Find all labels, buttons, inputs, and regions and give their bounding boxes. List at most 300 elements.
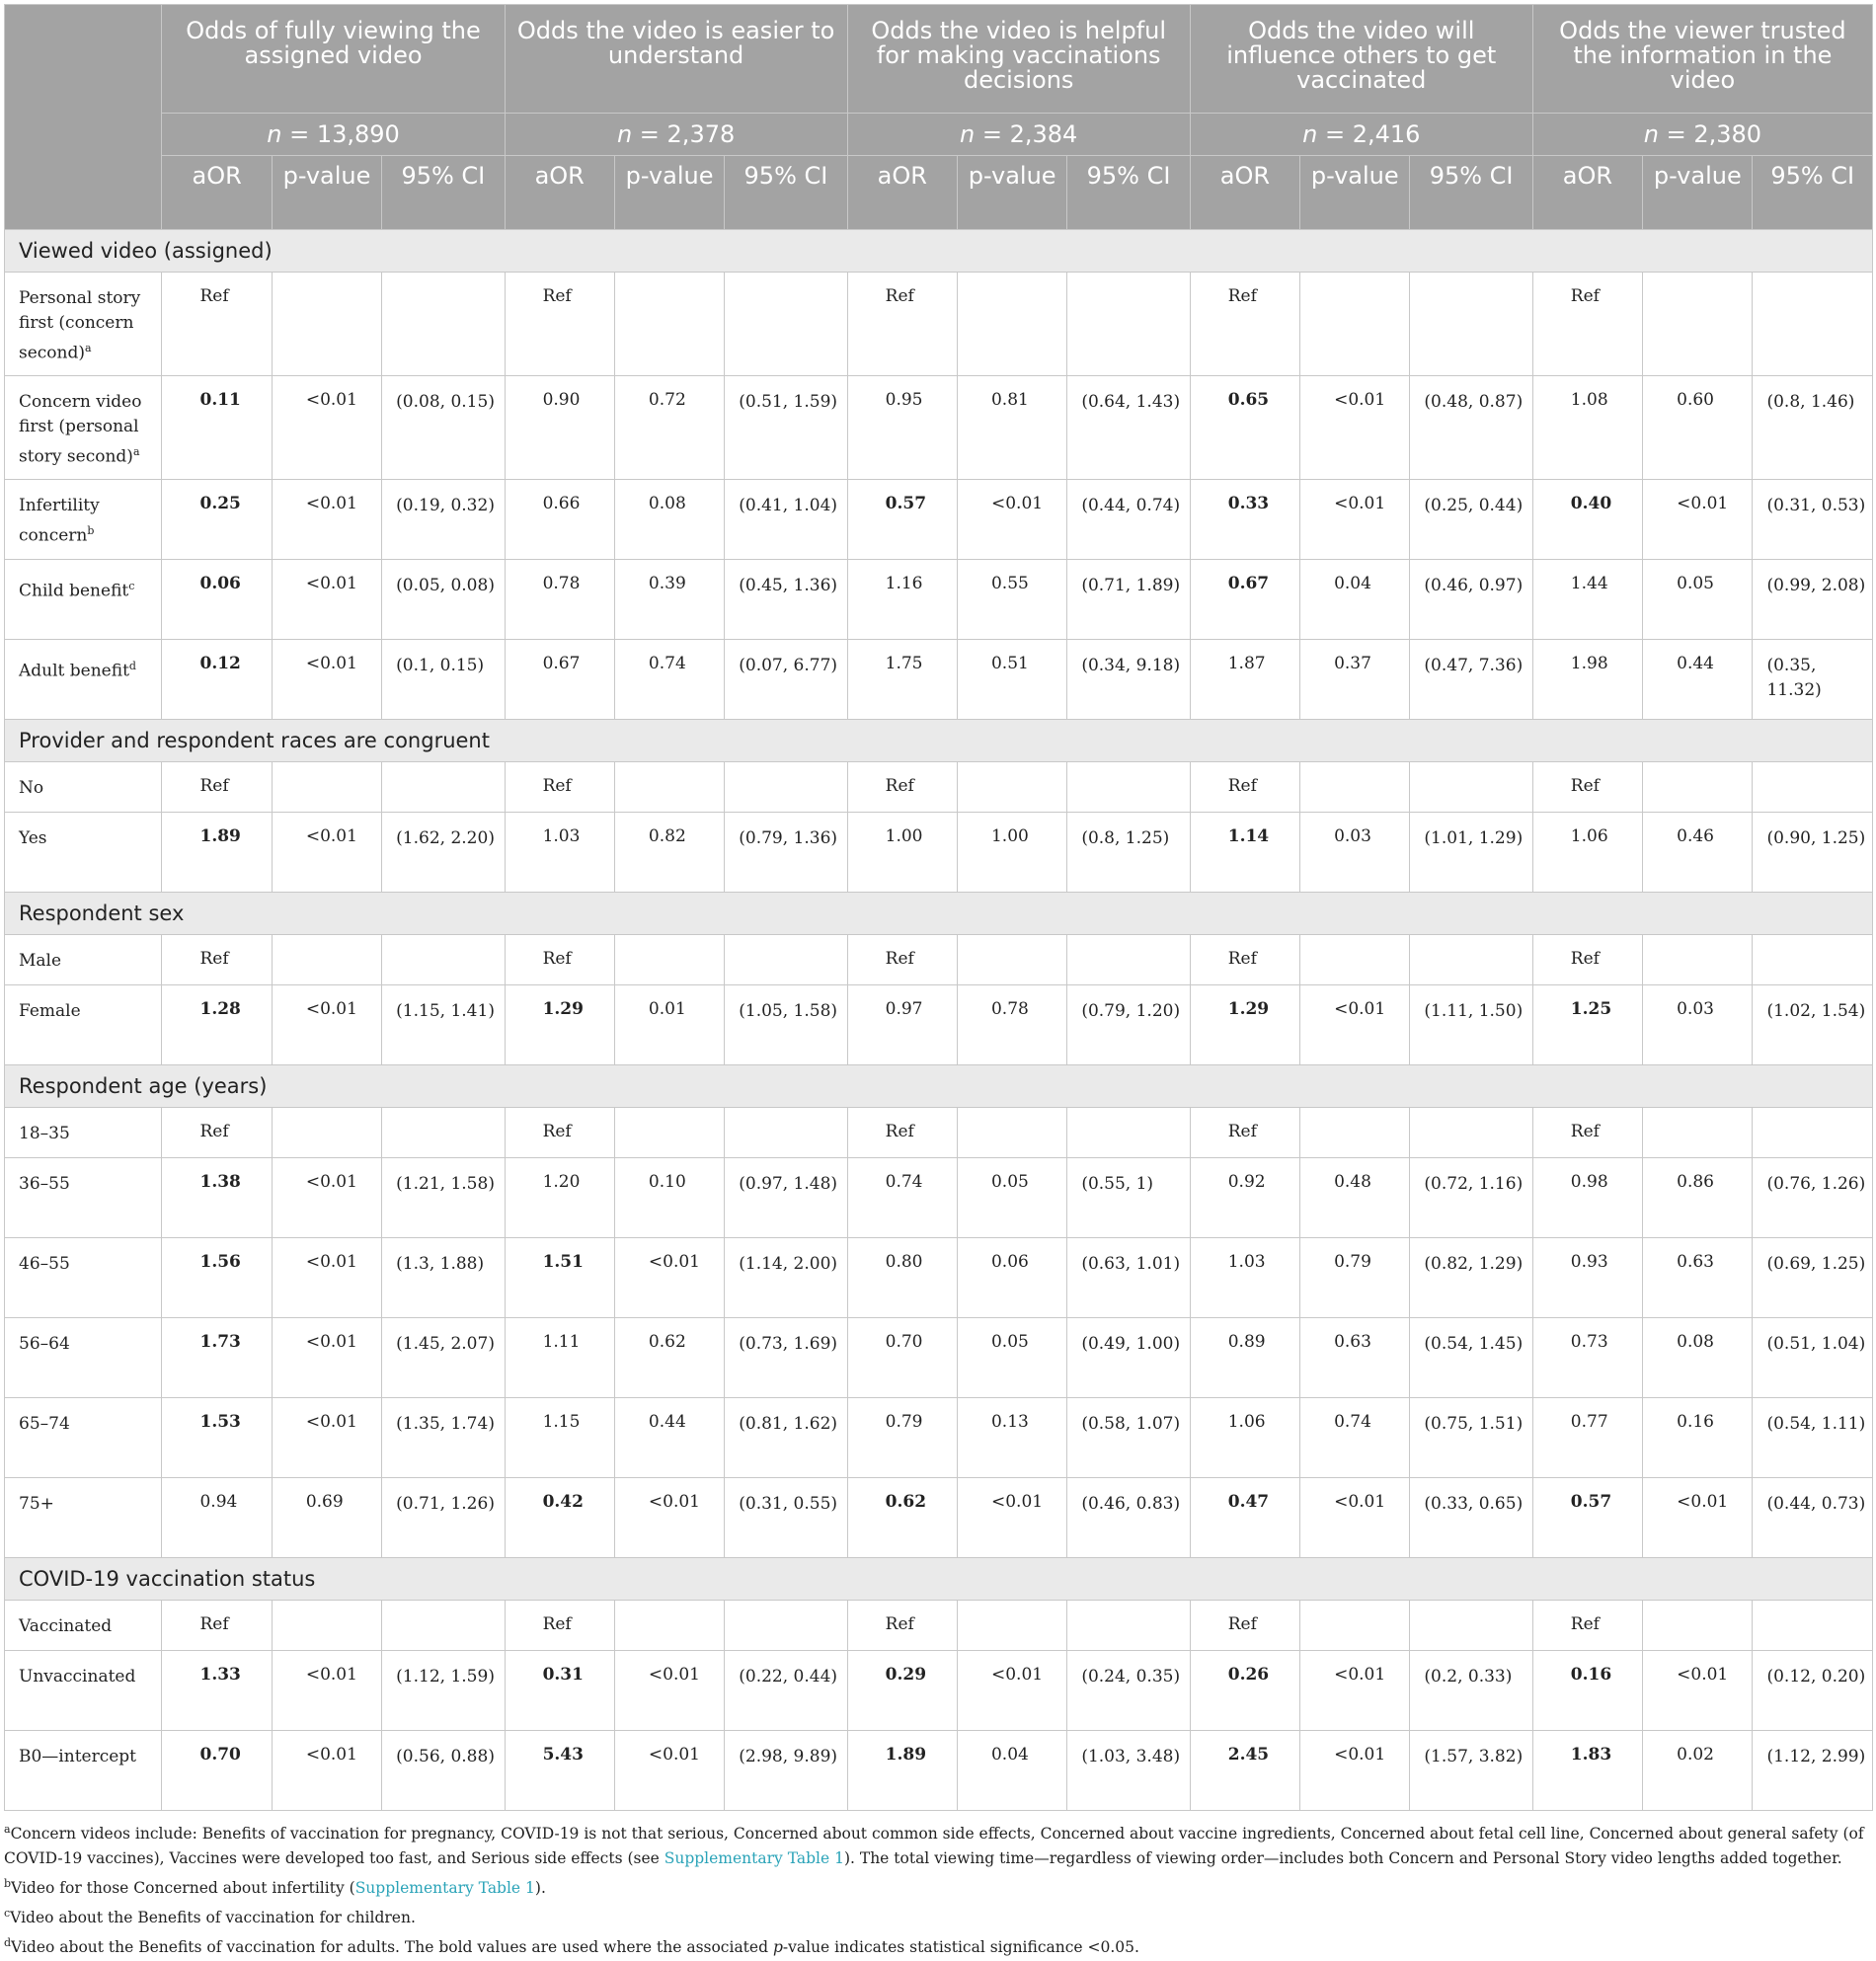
cell-ci: (1.12, 2.99) xyxy=(1753,1731,1873,1811)
cell-aor: 0.97 xyxy=(847,985,957,1065)
cell-ci: (0.25, 0.44) xyxy=(1410,480,1532,560)
cell-aor: 1.28 xyxy=(162,985,272,1065)
cell-p-value xyxy=(614,1108,724,1158)
cell-aor: 1.06 xyxy=(1190,1398,1299,1478)
cell-ci xyxy=(1410,762,1532,813)
section-title: Respondent sex xyxy=(5,893,1873,935)
cell-ci: (0.56, 0.88) xyxy=(382,1731,505,1811)
header-p-value: p-value xyxy=(1300,156,1410,230)
cell-aor: 0.31 xyxy=(505,1651,614,1731)
n-symbol: n xyxy=(267,120,282,148)
cell-ci: (0.49, 1.00) xyxy=(1067,1318,1190,1398)
cell-p-value: <0.01 xyxy=(614,1731,724,1811)
table-row xyxy=(5,1238,1873,1318)
table-row xyxy=(5,813,1873,893)
cell-aor: 1.03 xyxy=(1190,1238,1299,1318)
cell-ci: (1.57, 3.82) xyxy=(1410,1731,1532,1811)
cell-p-value: <0.01 xyxy=(272,1398,381,1478)
cell-ci: (0.81, 1.62) xyxy=(725,1398,847,1478)
row-label xyxy=(5,935,162,985)
n-symbol: n xyxy=(1302,120,1318,148)
cell-p-value: <0.01 xyxy=(614,1651,724,1731)
cell-p-value: 0.74 xyxy=(1300,1398,1410,1478)
cell-ci xyxy=(1067,1601,1190,1651)
cell-aor: 0.98 xyxy=(1532,1158,1642,1238)
table-row xyxy=(5,640,1873,720)
cell-ci: (0.22, 0.44) xyxy=(725,1651,847,1731)
cell-aor: 0.74 xyxy=(847,1158,957,1238)
header-sample-size xyxy=(505,114,847,156)
cell-aor: 0.29 xyxy=(847,1651,957,1731)
cell-p-value: <0.01 xyxy=(272,376,381,480)
cell-ci xyxy=(382,1601,505,1651)
footnote-marker: a xyxy=(132,445,140,458)
cell-aor: 0.62 xyxy=(847,1478,957,1558)
cell-p-value: <0.01 xyxy=(1643,1478,1753,1558)
n-value: = 2,416 xyxy=(1317,120,1421,148)
cell-aor: 1.15 xyxy=(505,1398,614,1478)
cell-ci: (0.82, 1.29) xyxy=(1410,1238,1532,1318)
cell-aor: Ref xyxy=(1532,935,1642,985)
row-label-text: Personal story first (concern second) xyxy=(19,288,141,363)
cell-p-value: 0.06 xyxy=(957,1238,1066,1318)
footnote-text: Concern videos include: Benefits of vaccination for pregnancy, COVID-19 is not that serious, Concerned about common side effects, Concerned about vaccine ingredients, Concerned about fetal cell line, Concerned about general safety (of COVID-19 vaccines), Vaccines were developed too fast, and Serious side effects (see xyxy=(4,1825,1864,1868)
cell-p-value: 0.55 xyxy=(957,560,1066,640)
cell-aor: 0.80 xyxy=(847,1238,957,1318)
cell-p-value xyxy=(1300,935,1410,985)
footnote-text: Video about the Benefits of vaccination for adults. The bold values are used where the associated xyxy=(11,1938,773,1957)
cell-p-value: 0.72 xyxy=(614,376,724,480)
footnote-marker: b xyxy=(87,524,95,537)
table-row xyxy=(5,935,1873,985)
cell-ci xyxy=(1410,273,1532,376)
cell-p-value: 0.46 xyxy=(1643,813,1753,893)
cell-p-value xyxy=(1300,273,1410,376)
cell-ci: (1.02, 1.54) xyxy=(1753,985,1873,1065)
header-row-titles xyxy=(5,5,1873,114)
cell-ci: (0.46, 0.83) xyxy=(1067,1478,1190,1558)
cell-ci: (1.05, 1.58) xyxy=(725,985,847,1065)
cell-aor: Ref xyxy=(1190,1108,1299,1158)
cell-ci xyxy=(725,935,847,985)
cell-p-value xyxy=(1643,935,1753,985)
cell-p-value: 0.63 xyxy=(1643,1238,1753,1318)
cell-aor: Ref xyxy=(505,1601,614,1651)
table-row xyxy=(5,762,1873,813)
cell-aor: 1.03 xyxy=(505,813,614,893)
cell-ci: (0.63, 1.01) xyxy=(1067,1238,1190,1318)
cell-p-value: 0.08 xyxy=(614,480,724,560)
cell-aor: Ref xyxy=(847,1601,957,1651)
header-row-subcolumns xyxy=(5,156,1873,230)
cell-p-value: 0.86 xyxy=(1643,1158,1753,1238)
cell-ci xyxy=(1410,935,1532,985)
cell-p-value xyxy=(957,1108,1066,1158)
cell-ci xyxy=(1753,273,1873,376)
row-label xyxy=(5,1318,162,1398)
n-value: = 2,380 xyxy=(1658,120,1762,148)
cell-ci: (0.2, 0.33) xyxy=(1410,1651,1532,1731)
cell-aor: 0.11 xyxy=(162,376,272,480)
cell-aor: Ref xyxy=(162,762,272,813)
cell-aor: 1.44 xyxy=(1532,560,1642,640)
cell-aor: 0.92 xyxy=(1190,1158,1299,1238)
cell-ci: (0.19, 0.32) xyxy=(382,480,505,560)
cell-aor: 0.12 xyxy=(162,640,272,720)
cell-p-value: <0.01 xyxy=(272,1238,381,1318)
cell-aor: Ref xyxy=(162,1601,272,1651)
cell-p-value: <0.01 xyxy=(272,1651,381,1731)
cell-ci: (0.35, 11.32) xyxy=(1753,640,1873,720)
cell-p-value: <0.01 xyxy=(272,560,381,640)
row-label-text: Yes xyxy=(19,828,47,848)
cell-aor: Ref xyxy=(505,273,614,376)
table-row xyxy=(5,1601,1873,1651)
cell-ci xyxy=(382,935,505,985)
row-label xyxy=(5,1158,162,1238)
cell-p-value: 0.82 xyxy=(614,813,724,893)
section-header-row xyxy=(5,720,1873,762)
cell-p-value: 1.00 xyxy=(957,813,1066,893)
table-row xyxy=(5,1731,1873,1811)
cell-ci: (0.1, 0.15) xyxy=(382,640,505,720)
cell-p-value xyxy=(1643,273,1753,376)
cell-aor: Ref xyxy=(162,1108,272,1158)
cell-aor: 1.73 xyxy=(162,1318,272,1398)
cell-ci: (0.12, 0.20) xyxy=(1753,1651,1873,1731)
cell-p-value xyxy=(1300,1601,1410,1651)
cell-p-value: 0.10 xyxy=(614,1158,724,1238)
cell-ci xyxy=(1067,1108,1190,1158)
row-label-text: Infertility concern xyxy=(19,496,100,546)
cell-ci: (1.62, 2.20) xyxy=(382,813,505,893)
header-row-n xyxy=(5,114,1873,156)
cell-p-value xyxy=(272,273,381,376)
cell-aor: Ref xyxy=(162,935,272,985)
cell-p-value xyxy=(1643,1601,1753,1651)
cell-aor: Ref xyxy=(1532,1108,1642,1158)
cell-ci xyxy=(725,273,847,376)
cell-ci: (0.72, 1.16) xyxy=(1410,1158,1532,1238)
supplementary-table-link[interactable]: Supplementary Table 1 xyxy=(664,1849,844,1868)
cell-aor: 0.89 xyxy=(1190,1318,1299,1398)
cell-aor: 0.33 xyxy=(1190,480,1299,560)
cell-p-value xyxy=(614,1601,724,1651)
cell-aor: 0.40 xyxy=(1532,480,1642,560)
table-row xyxy=(5,1108,1873,1158)
table-row xyxy=(5,273,1873,376)
cell-ci xyxy=(382,273,505,376)
row-label-text: 36–55 xyxy=(19,1174,70,1194)
cell-ci xyxy=(1753,1108,1873,1158)
cell-ci: (0.79, 1.36) xyxy=(725,813,847,893)
cell-aor: 1.25 xyxy=(1532,985,1642,1065)
header-group-title: Odds of fully viewing the assigned video xyxy=(162,5,505,114)
cell-ci xyxy=(1410,1601,1532,1651)
cell-aor: Ref xyxy=(1190,762,1299,813)
row-label-text: 46–55 xyxy=(19,1254,70,1274)
cell-aor: 1.16 xyxy=(847,560,957,640)
cell-aor: Ref xyxy=(505,1108,614,1158)
row-label-text: No xyxy=(19,778,44,798)
cell-ci: (0.69, 1.25) xyxy=(1753,1238,1873,1318)
cell-p-value: 0.05 xyxy=(957,1158,1066,1238)
header-sample-size xyxy=(1532,114,1872,156)
cell-p-value: 0.62 xyxy=(614,1318,724,1398)
cell-ci: (1.35, 1.74) xyxy=(382,1398,505,1478)
section-header-row xyxy=(5,1065,1873,1108)
footnote-italic: p xyxy=(772,1938,783,1957)
footnote-marker: c xyxy=(4,1907,11,1921)
cell-p-value: <0.01 xyxy=(272,1158,381,1238)
section-header-row xyxy=(5,230,1873,273)
cell-ci: (0.07, 6.77) xyxy=(725,640,847,720)
cell-p-value: <0.01 xyxy=(614,1478,724,1558)
footnote-marker: b xyxy=(4,1877,12,1891)
footnote-text: Video about the Benefits of vaccination for children. xyxy=(10,1909,416,1927)
row-label-text: 56–64 xyxy=(19,1334,70,1354)
cell-aor: 1.98 xyxy=(1532,640,1642,720)
cell-aor: Ref xyxy=(505,762,614,813)
cell-p-value: 0.04 xyxy=(1300,560,1410,640)
cell-ci: (0.33, 0.65) xyxy=(1410,1478,1532,1558)
cell-p-value: 0.51 xyxy=(957,640,1066,720)
cell-p-value xyxy=(272,1601,381,1651)
row-label xyxy=(5,376,162,480)
cell-ci xyxy=(1753,935,1873,985)
cell-aor: 0.42 xyxy=(505,1478,614,1558)
row-label-text: Male xyxy=(19,951,62,971)
row-label-text: Adult benefit xyxy=(19,661,129,681)
cell-aor: 5.43 xyxy=(505,1731,614,1811)
cell-ci xyxy=(1067,935,1190,985)
cell-aor: 1.53 xyxy=(162,1398,272,1478)
cell-aor: 2.45 xyxy=(1190,1731,1299,1811)
cell-p-value: 0.04 xyxy=(957,1731,1066,1811)
row-label xyxy=(5,1651,162,1731)
results-table-container xyxy=(4,4,1873,1961)
cell-p-value xyxy=(957,273,1066,376)
table-row xyxy=(5,560,1873,640)
cell-p-value: <0.01 xyxy=(957,1651,1066,1731)
cell-ci: (0.54, 1.45) xyxy=(1410,1318,1532,1398)
cell-ci xyxy=(725,1601,847,1651)
cell-p-value xyxy=(957,935,1066,985)
cell-p-value: <0.01 xyxy=(1300,1731,1410,1811)
row-label xyxy=(5,480,162,560)
cell-ci: (0.08, 0.15) xyxy=(382,376,505,480)
cell-aor: 1.06 xyxy=(1532,813,1642,893)
cell-ci xyxy=(1753,1601,1873,1651)
row-label xyxy=(5,813,162,893)
cell-p-value: 0.81 xyxy=(957,376,1066,480)
cell-ci: (0.8, 1.46) xyxy=(1753,376,1873,480)
cell-aor: Ref xyxy=(847,273,957,376)
header-p-value: p-value xyxy=(272,156,381,230)
footnote-marker: d xyxy=(4,1936,12,1950)
cell-p-value: <0.01 xyxy=(272,1318,381,1398)
supplementary-table-link[interactable]: Supplementary Table 1 xyxy=(354,1879,535,1898)
footnote-text-end: ). The total viewing time—regardless of viewing order—includes both Concern and Personal Story video lengths added together. xyxy=(843,1849,1842,1868)
n-value: = 2,378 xyxy=(632,120,736,148)
row-label-text: Unvaccinated xyxy=(19,1667,136,1686)
header-group-title: Odds the video will influence others to get vaccinated xyxy=(1190,5,1532,114)
cell-ci: (0.73, 1.69) xyxy=(725,1318,847,1398)
row-label xyxy=(5,985,162,1065)
n-value: = 2,384 xyxy=(975,120,1078,148)
cell-aor: 0.67 xyxy=(505,640,614,720)
table-row xyxy=(5,1478,1873,1558)
header-group-title: Odds the video is helpful for making vaccinations decisions xyxy=(847,5,1190,114)
cell-p-value: <0.01 xyxy=(1300,1651,1410,1731)
cell-p-value: 0.63 xyxy=(1300,1318,1410,1398)
cell-ci: (0.58, 1.07) xyxy=(1067,1398,1190,1478)
row-label-text: B0—intercept xyxy=(19,1747,137,1766)
cell-aor: 0.90 xyxy=(505,376,614,480)
row-label xyxy=(5,1398,162,1478)
cell-p-value xyxy=(272,1108,381,1158)
footnote xyxy=(4,1817,1873,1871)
cell-p-value: 0.16 xyxy=(1643,1398,1753,1478)
cell-aor: Ref xyxy=(1190,1601,1299,1651)
table-row xyxy=(5,1158,1873,1238)
table-row xyxy=(5,1398,1873,1478)
footnote xyxy=(4,1901,1873,1930)
cell-p-value: <0.01 xyxy=(1643,1651,1753,1731)
row-label xyxy=(5,273,162,376)
cell-p-value xyxy=(1300,762,1410,813)
cell-ci: (0.64, 1.43) xyxy=(1067,376,1190,480)
cell-ci: (1.21, 1.58) xyxy=(382,1158,505,1238)
cell-ci xyxy=(725,762,847,813)
cell-p-value xyxy=(614,762,724,813)
cell-aor: Ref xyxy=(1190,273,1299,376)
row-label-text: Vaccinated xyxy=(19,1616,113,1636)
cell-ci: (1.11, 1.50) xyxy=(1410,985,1532,1065)
cell-ci: (0.44, 0.74) xyxy=(1067,480,1190,560)
cell-aor: 0.67 xyxy=(1190,560,1299,640)
header-sample-size xyxy=(847,114,1190,156)
header-aor: aOR xyxy=(162,156,272,230)
cell-aor: 1.51 xyxy=(505,1238,614,1318)
cell-aor: 0.93 xyxy=(1532,1238,1642,1318)
cell-aor: 1.83 xyxy=(1532,1731,1642,1811)
cell-p-value: 0.69 xyxy=(272,1478,381,1558)
cell-aor: Ref xyxy=(1532,762,1642,813)
cell-aor: 1.08 xyxy=(1532,376,1642,480)
row-label-text: 18–35 xyxy=(19,1124,70,1143)
cell-aor: 0.70 xyxy=(162,1731,272,1811)
section-header-row xyxy=(5,1558,1873,1601)
row-label xyxy=(5,640,162,720)
cell-ci: (1.12, 1.59) xyxy=(382,1651,505,1731)
cell-ci: (0.48, 0.87) xyxy=(1410,376,1532,480)
cell-ci: (0.55, 1) xyxy=(1067,1158,1190,1238)
footnote-marker: c xyxy=(128,580,135,592)
n-symbol: n xyxy=(616,120,633,148)
cell-aor: 0.57 xyxy=(847,480,957,560)
cell-ci xyxy=(1067,273,1190,376)
cell-ci: (1.3, 1.88) xyxy=(382,1238,505,1318)
cell-aor: 0.95 xyxy=(847,376,957,480)
row-label-text: Female xyxy=(19,1001,81,1021)
cell-aor: 1.38 xyxy=(162,1158,272,1238)
row-label-text: 75+ xyxy=(19,1494,54,1514)
table-row xyxy=(5,480,1873,560)
cell-ci: (0.45, 1.36) xyxy=(725,560,847,640)
cell-ci: (0.05, 0.08) xyxy=(382,560,505,640)
cell-p-value: <0.01 xyxy=(1643,480,1753,560)
cell-aor: 1.11 xyxy=(505,1318,614,1398)
cell-ci: (0.79, 1.20) xyxy=(1067,985,1190,1065)
cell-ci: (0.31, 0.53) xyxy=(1753,480,1873,560)
cell-p-value: <0.01 xyxy=(272,813,381,893)
cell-ci: (0.47, 7.36) xyxy=(1410,640,1532,720)
cell-ci: (0.51, 1.04) xyxy=(1753,1318,1873,1398)
footnote xyxy=(4,1871,1873,1901)
cell-aor: 0.94 xyxy=(162,1478,272,1558)
cell-aor: 0.66 xyxy=(505,480,614,560)
cell-ci: (0.99, 2.08) xyxy=(1753,560,1873,640)
header-aor: aOR xyxy=(1532,156,1642,230)
header-corner xyxy=(5,5,162,230)
cell-aor: 1.89 xyxy=(162,813,272,893)
cell-p-value: <0.01 xyxy=(1300,376,1410,480)
cell-ci: (0.76, 1.26) xyxy=(1753,1158,1873,1238)
cell-p-value: <0.01 xyxy=(614,1238,724,1318)
cell-p-value: <0.01 xyxy=(1300,480,1410,560)
row-label xyxy=(5,560,162,640)
cell-aor: 0.78 xyxy=(505,560,614,640)
cell-ci: (1.14, 2.00) xyxy=(725,1238,847,1318)
cell-ci: (1.03, 3.48) xyxy=(1067,1731,1190,1811)
cell-aor: Ref xyxy=(1532,273,1642,376)
cell-p-value: 0.78 xyxy=(957,985,1066,1065)
cell-ci: (0.41, 1.04) xyxy=(725,480,847,560)
cell-ci xyxy=(382,762,505,813)
cell-aor: 1.29 xyxy=(505,985,614,1065)
cell-ci: (0.46, 0.97) xyxy=(1410,560,1532,640)
cell-ci xyxy=(725,1108,847,1158)
cell-aor: 0.25 xyxy=(162,480,272,560)
footnote-text: Video for those Concerned about infertility ( xyxy=(11,1879,355,1898)
cell-ci: (0.31, 0.55) xyxy=(725,1478,847,1558)
cell-p-value: 0.79 xyxy=(1300,1238,1410,1318)
cell-p-value: <0.01 xyxy=(1300,1478,1410,1558)
cell-aor: 0.77 xyxy=(1532,1398,1642,1478)
cell-ci xyxy=(382,1108,505,1158)
cell-p-value: 0.74 xyxy=(614,640,724,720)
header-aor: aOR xyxy=(847,156,957,230)
cell-aor: Ref xyxy=(1190,935,1299,985)
cell-p-value: <0.01 xyxy=(957,1478,1066,1558)
cell-p-value: 0.03 xyxy=(1643,985,1753,1065)
footnote-marker: d xyxy=(128,660,136,672)
cell-aor: 1.29 xyxy=(1190,985,1299,1065)
cell-p-value: 0.05 xyxy=(957,1318,1066,1398)
cell-ci: (0.71, 1.89) xyxy=(1067,560,1190,640)
cell-aor: 0.65 xyxy=(1190,376,1299,480)
header-p-value: p-value xyxy=(957,156,1066,230)
cell-ci xyxy=(1753,762,1873,813)
cell-ci: (0.97, 1.48) xyxy=(725,1158,847,1238)
section-header-row xyxy=(5,893,1873,935)
header-p-value: p-value xyxy=(614,156,724,230)
section-title: Viewed video (assigned) xyxy=(5,230,1873,273)
cell-p-value: 0.03 xyxy=(1300,813,1410,893)
cell-aor: Ref xyxy=(505,935,614,985)
cell-p-value xyxy=(272,935,381,985)
